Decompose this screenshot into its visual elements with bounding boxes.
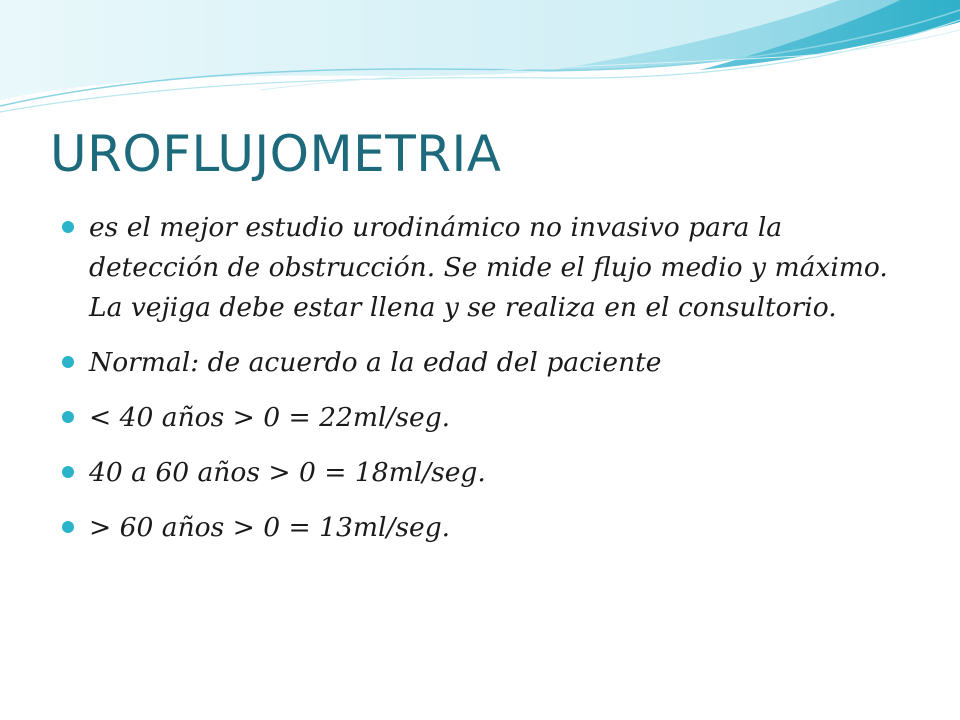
bullet-text: > 60 años > 0 = 13ml/seg. [89, 512, 451, 543]
bullet-text: es el mejor estudio urodinámico no invasivo para la detección de obstrucción. Se mide el flujo medio y máximo. La vejiga debe estar llena y se realiza en el consultorio. [89, 212, 888, 323]
bullet-item-5 [62, 508, 912, 548]
bullet-dot-icon [62, 521, 74, 533]
bullet-dot-icon [62, 411, 74, 423]
bullet-dot-icon [62, 466, 74, 478]
bullet-dot-icon [62, 221, 74, 233]
bullet-item-1 [62, 208, 912, 328]
bullet-text: Normal: de acuerdo a la edad del paciente [89, 347, 662, 378]
bullet-text: 40 a 60 años > 0 = 18ml/seg. [89, 457, 486, 488]
bullet-item-3 [62, 398, 912, 438]
bullet-list [62, 208, 912, 563]
bullet-text: < 40 años > 0 = 22ml/seg. [89, 402, 451, 433]
slide-title: UROFLUJOMETRIA [50, 125, 502, 183]
bullet-item-2 [62, 343, 912, 383]
bullet-dot-icon [62, 356, 74, 368]
bullet-item-4 [62, 453, 912, 493]
wave-banner-decoration [0, 0, 960, 120]
